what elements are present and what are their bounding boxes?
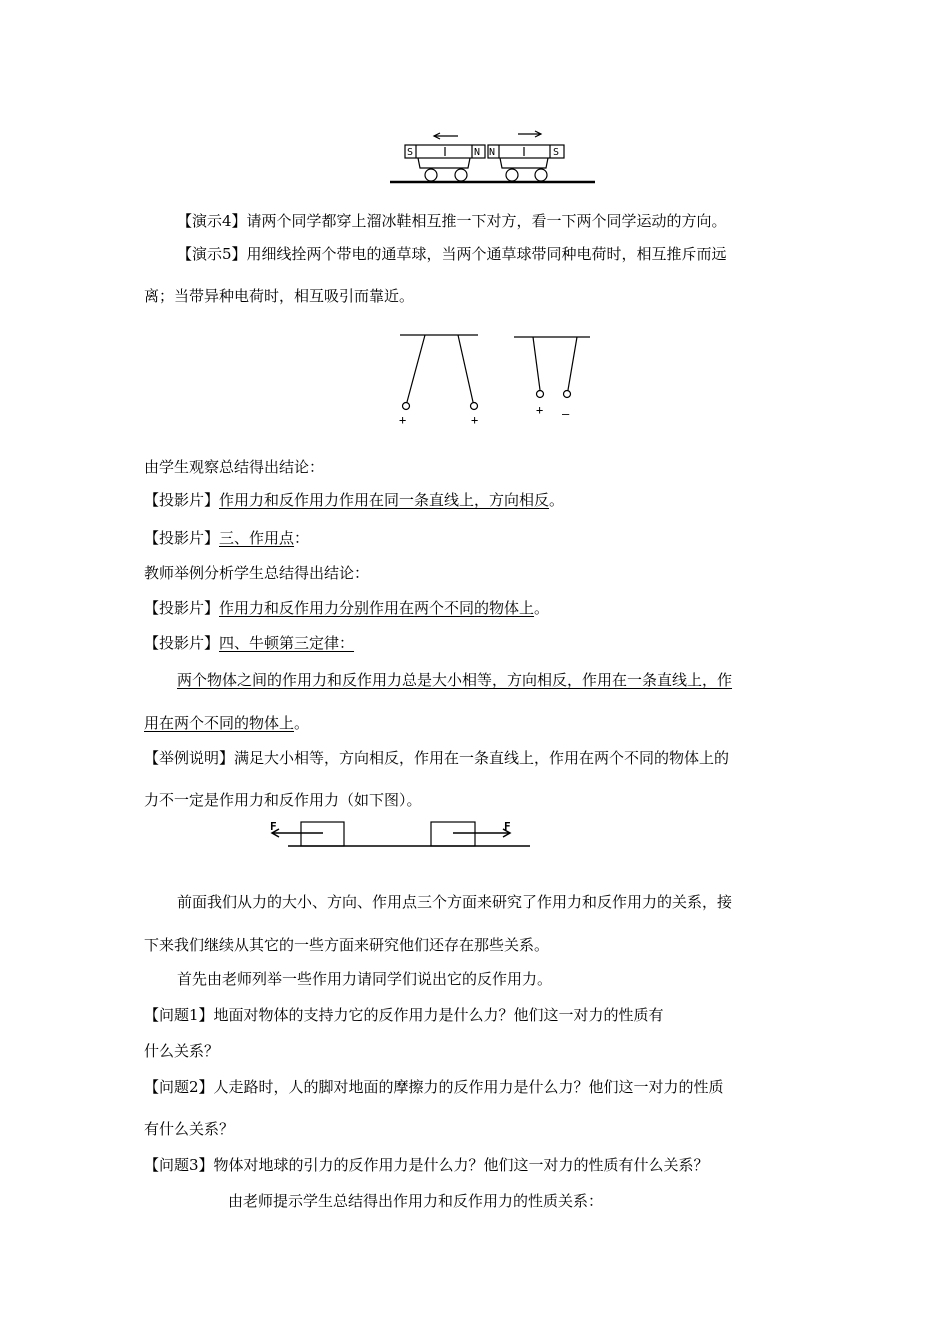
front-paragraph-line1: 前面我们从力的大小、方向、作用点三个方面来研究了作用力和反作用力的关系，接 — [177, 893, 733, 911]
pole-label: S — [407, 147, 414, 158]
charge-label: – — [562, 407, 570, 421]
right-block — [431, 822, 475, 846]
example-tag: 【举例说明】 — [144, 749, 235, 767]
teacher-example-intro: 教师举例分析学生总结得出结论： — [144, 564, 370, 582]
question-3: 【问题3】物体对地球的引力的反作用力是什么力？他们这一对力的性质有什么关系？ — [144, 1156, 709, 1174]
charge-label: + — [471, 413, 479, 427]
front-paragraph-line2: 下来我们继续从其它的一些方面来研究他们还存在那些关系。 — [144, 936, 550, 954]
slide-tag: 【投影片】 — [144, 634, 220, 652]
left-block — [301, 822, 344, 846]
charge-label: + — [399, 413, 407, 427]
slide-tag: 【投影片】 — [144, 529, 220, 547]
example-line2: 力不一定是作用力和反作用力（如下图）。 — [144, 791, 422, 809]
demo5-tag: 【演示5】 — [177, 245, 247, 263]
demo5-text: 用细线拴两个带电的通草球，当两个通草球带同种电荷时，相互推斥而远 — [246, 245, 727, 263]
slide-3-text: 作用力和反作用力分别作用在两个不同的物体上 — [219, 599, 535, 617]
demo4-text: 请两个同学都穿上溜冰鞋相互推一下对方，看一下两个同学运动的方向。 — [246, 212, 727, 230]
question-2-line1: 【问题2】人走路时，人的脚对地面的摩擦力的反作用力是什么力？他们这一对力的性质 — [144, 1078, 724, 1096]
demo4-tag: 【演示4】 — [177, 212, 247, 230]
pole-label: S — [553, 147, 560, 158]
slide-1: 【投影片】作用力和反作用力作用在同一条直线上，方向相反。 — [144, 491, 565, 509]
slide-2: 【投影片】三、作用点： — [144, 529, 310, 547]
slide-1-text: 作用力和反作用力作用在同一条直线上，方向相反 — [219, 491, 550, 509]
question-tag: 【问题1】 — [144, 1006, 214, 1024]
charge-label: + — [536, 403, 544, 417]
slide-2-text: 三、作用点 — [219, 529, 295, 547]
paragraph-demo5-line2: 离；当带异种电荷时，相互吸引而靠近。 — [144, 287, 415, 305]
slide-tag: 【投影片】 — [144, 491, 220, 509]
pole-label: N — [474, 147, 481, 158]
slide-tag: 【投影片】 — [144, 599, 220, 617]
question-1-line2: 什么关系？ — [144, 1042, 220, 1060]
slide-3: 【投影片】作用力和反作用力分别作用在两个不同的物体上。 — [144, 599, 550, 617]
question-tag: 【问题3】 — [144, 1156, 214, 1174]
question-1-line1: 【问题1】地面对物体的支持力它的反作用力是什么力？他们这一对力的性质有 — [144, 1006, 664, 1024]
question-2-line2: 有什么关系？ — [144, 1120, 235, 1138]
question-tag: 【问题2】 — [144, 1078, 214, 1096]
third-law-line1: 两个物体之间的作用力和反作用力总是大小相等，方向相反，作用在一条直线上，作 — [177, 671, 733, 689]
example-line1: 【举例说明】满足大小相等，方向相反，作用在一条直线上，作用在两个不同的物体上的 — [144, 749, 730, 767]
force-label: F — [270, 820, 277, 833]
slide-4-text: 四、牛顿第三定律： — [219, 634, 355, 652]
final-paragraph: 由老师提示学生总结得出作用力和反作用力的性质关系： — [228, 1192, 604, 1210]
first-paragraph: 首先由老师列举一些作用力请同学们说出它的反作用力。 — [177, 970, 553, 988]
pole-label: N — [489, 147, 496, 158]
force-label: F — [504, 820, 511, 833]
conclusion-intro: 由学生观察总结得出结论： — [144, 458, 325, 476]
third-law-line2: 用在两个不同的物体上。 — [144, 714, 310, 732]
